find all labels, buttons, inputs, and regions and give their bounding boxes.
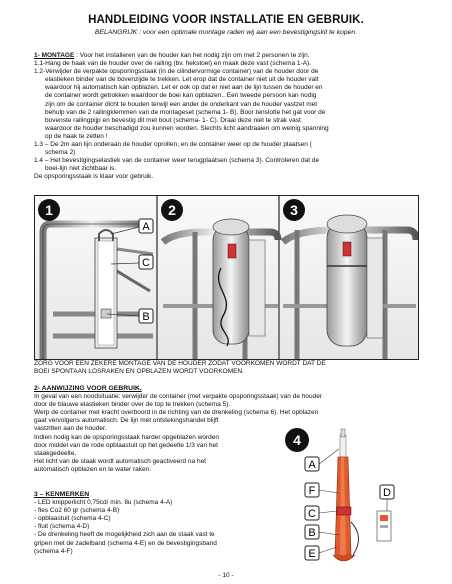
step-1-2-line-e: zijn om de container dicht te houden terwijl een ander de onderkant van de houder vastzet met [45, 100, 318, 108]
feature-item: - De drenkeling heeft de mogelijkheid zich aan de staak vast te [34, 531, 215, 539]
usage-line-7: door middel van de rode opblaastuit op het gedeelte 1/3 van het [34, 441, 218, 449]
panel-1-holder [95, 230, 117, 348]
callout-4e-label: E [308, 548, 316, 560]
usage-line-6: Indien nodig kan de opsporingsstaak harder opgeblazen worden [34, 433, 220, 441]
callout-4d-label: D [383, 487, 391, 499]
callout-4b-label: B [308, 527, 316, 539]
step-1-number: 1 [45, 202, 53, 218]
feature-item: (schema 4-F) [34, 547, 73, 555]
buoy-pole [333, 429, 359, 561]
callout-4a-label: A [308, 459, 316, 471]
installation-illustration [35, 196, 418, 359]
montage-section [34, 52, 426, 182]
usage-line-9: Het licht van de staak wordt automatisch geactiveerd na het [34, 457, 206, 465]
step-4-number: 4 [293, 432, 301, 448]
page-title: HANDLEIDING VOOR INSTALLATIE EN GEBRUIK. [88, 14, 364, 26]
usage-line-2: door de blauwe elastieken binder over de top te trekken (schema 5). [34, 401, 231, 409]
usage-line-8: staakgedeelte. [34, 449, 77, 457]
ready-line: De opsporingsstaak is klaar voor gebruik. [34, 173, 154, 181]
step-1-2-line-f: behulp van de 2 railingklemmen van de montageset (schema 1- B). Boor tenslotte het gat voor de [45, 108, 326, 116]
feature-item: - LED knipperlicht 0,75cd/ min. 8u (schema 4-A) [34, 499, 173, 507]
step-1-2-line-d: de container wordt getrokken waardoor de boei kan opblazen.. Een tweede persoon kan nodig [45, 92, 317, 100]
step-1-2-line-i: op de haak te zetten ! [45, 132, 108, 140]
page-number: - 10 - [218, 572, 234, 579]
installation-figure [34, 195, 419, 360]
callout-4f-label: F [308, 485, 316, 497]
feature-item: - fluit (schema 4-D) [34, 523, 90, 531]
step-1-3-line-b: schema 2) [45, 149, 76, 157]
warning-line-1: ZORG VOOR EEN ZEKERE MONTAGE VAN DE HOUDER ZODAT VOORKOMEN WORDT DAT DE [34, 360, 326, 367]
callout-b-label: B [142, 311, 150, 323]
warning-line-2: BOEI SPONTAAN LOSRAKEN EN OPBLAZEN WORDT VOORKOMEN. [34, 368, 244, 376]
feature-item: - opblaastuit (schema 4-C) [34, 515, 111, 523]
usage-line-3: Werp de container met kracht overboord in de richting van de drenkeling (schema 6). Het opblazen [34, 409, 319, 417]
features-heading: 3 – KENMERKEN [34, 491, 90, 498]
callout-4c-label: C [308, 508, 316, 520]
step-1-1: 1.1-Hang de haak van de houder over de railing (bv. hekstoel) en maak deze vast (schema 1-A). [34, 60, 312, 68]
step-1-2-line-b: elastieken binder van de bovenzijde te trekken. Let erop dat de container niet uit de houder valt [45, 76, 319, 84]
usage-line-5: vastzitten aan de houder. [34, 425, 107, 433]
step-1-3-line-a: 1.3 – De 2m aan lijn onderaan de houder oprollen, en de container weer op de houder plaatsen ( [34, 141, 312, 149]
whistle-package [377, 511, 391, 541]
step-2-number: 2 [168, 202, 176, 218]
usage-heading: 2- AANWIJZING VOOR GEBRUIK. [34, 385, 142, 392]
montage-intro: : Voor het installeren van de houder kan het nodig zijn om met 2 personen te zijn. [74, 52, 310, 59]
warning-block [34, 360, 426, 376]
step-1-2-line-g: bovenste railingpijp en bevestig dit met bout (schema- 1- C). Draai deze niet te strak vast [45, 116, 301, 124]
features-section [34, 491, 284, 556]
montage-heading: 1- MONTAGE [34, 52, 75, 59]
features-figure [283, 427, 416, 574]
usage-line-10: automatisch opblazen en te water raken. [34, 465, 152, 473]
step-1-2-line-h: waardoor de houder beschadigd zou kunnen worden. Slechts licht aandraaien om weinig spanning [45, 124, 329, 132]
usage-line-1: In geval van een noodsituatie: verwijder de container (met verpakte opsporingsstaak) van de houder [34, 393, 322, 401]
step-1-4-line-a: 1.4 – Het bevestigingselastiek van de container weer terugplaatsen (schema 3). Controleren dat de [34, 157, 320, 165]
inflated-buoy-illustration [283, 427, 416, 574]
step-1-2-line-a: 1.2-Verwijder de verpakte opsporingsstaak (in de cilindervormige container) van de houder door de [34, 68, 319, 76]
step-1-2-line-c: waardoor hij automatisch kan opblazen. Let er ook op dat er niet aan de lijn tussen de houder en [45, 84, 323, 92]
callout-a-label: A [142, 221, 150, 233]
feature-item: - fles Co2 60 gr (schema 4-B) [34, 507, 120, 515]
step-1-4-line-b: boei-lijn niet zichtbaar is. [45, 165, 117, 173]
callout-c-label: C [142, 257, 150, 269]
feature-item: gripen met de zadelband (schema 4-E) en de bevestigingsband [34, 539, 217, 547]
usage-line-4: gaat vervolgens automatisch. De lijn met ontstekingshandel blijft [34, 417, 219, 425]
step-3-number: 3 [290, 202, 298, 218]
page-subtitle: BELANGRIJK : voor een optimale montage raden wij aan een bevestigingskit te kopen. [94, 29, 358, 36]
